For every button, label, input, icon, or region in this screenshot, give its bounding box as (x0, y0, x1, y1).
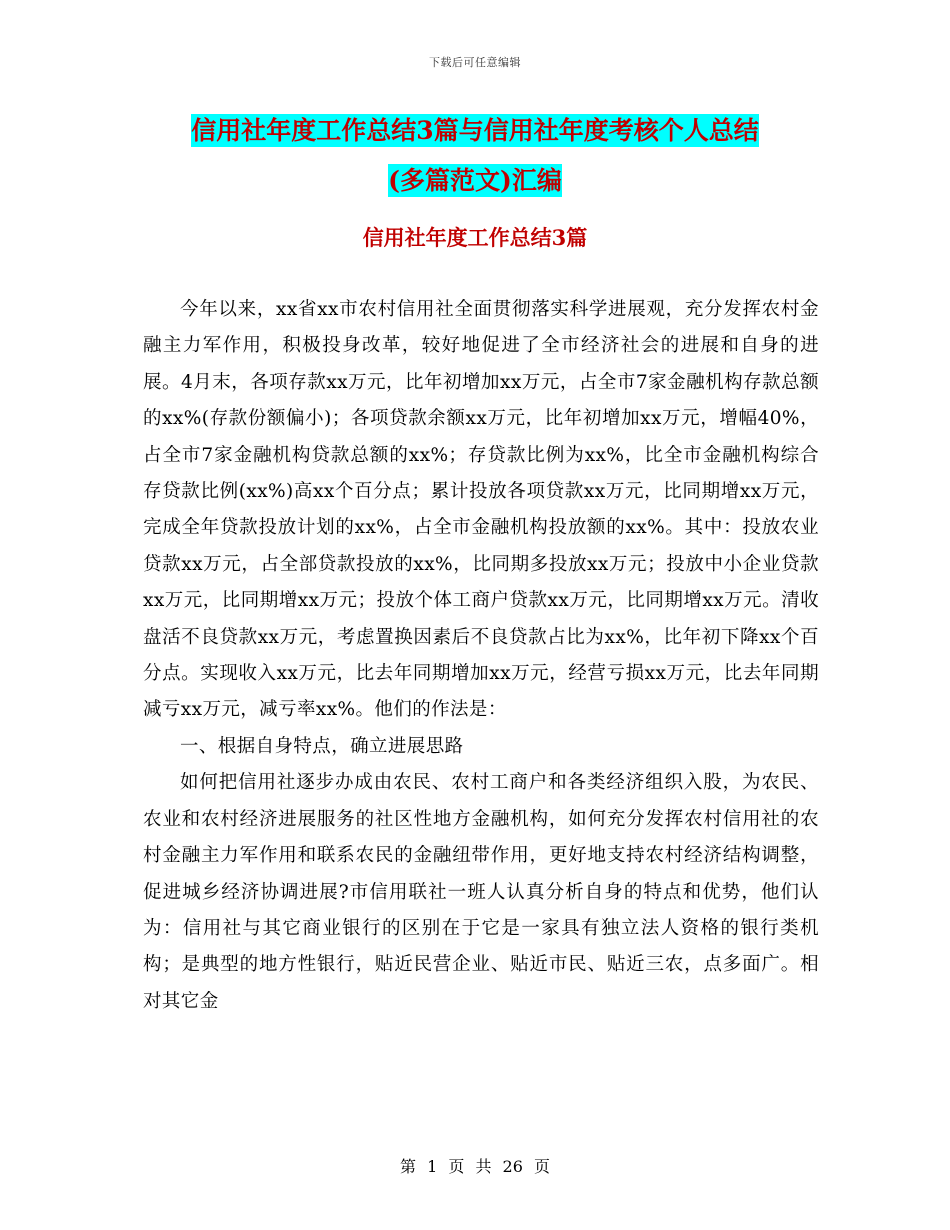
section-title: 信用社年度工作总结3篇 (362, 225, 588, 250)
document-body (143, 292, 819, 1020)
body-paragraph-2: 如何把信用社逐步办成由农民、农村工商户和各类经济组织入股，为农民、农业和农村经济进展服务的社区性地方金融机构，如何充分发挥农村信用社的农村金融主力军作用和联系农民的金融纽带作用，更好地支持农村经济结构调整，促进城乡经济协调进展?市信用联社一班人认真分析自身的特点和优势，他们认为：信用社与其它商业银行的区别在于它是一家具有独立法人资格的银行类机构；是典型的地方性银行，贴近民营企业、贴近市民、贴近三农，点多面广。相对其它金 (143, 772, 819, 1012)
body-paragraph-intro: 今年以来，xx省xx市农村信用社全面贯彻落实科学进展观，充分发挥农村金融主力军作用，积极投身改革，较好地促进了全市经济社会的进展和自身的进展。4月末，各项存款xx万元，比年初增加xx万元，占全市7家金融机构存款总额的xx%(存款份额偏小)；各项贷款余额xx万元，比年初增加xx万元，增幅40%，占全市7家金融机构贷款总额的xx%；存贷款比例为xx%，比全市金融机构综合存贷款比例(xx%)高xx个百分点；累计投放各项贷款xx万元，比同期增xx万元，完成全年贷款投放计划的xx%，占全市金融机构投放额的xx%。其中：投放农业贷款xx万元，占全部贷款投放的xx%，比同期多投放xx万元；投放中小企业贷款xx万元，比同期增xx万元；投放个体工商户贷款xx万元，比同期增xx万元。清收盘活不良贷款xx万元，考虑置换因素后不良贷款占比为xx%，比年初下降xx个百分点。实现收入xx万元，比去年同期增加xx万元，经营亏损xx万元，比去年同期减亏xx万元，减亏率xx%。他们的作法是： (143, 299, 819, 721)
header-note: 下载后可任意编辑 (429, 56, 521, 69)
document-title-line2: (多篇范文)汇编 (388, 166, 562, 195)
document-title (100, 106, 850, 206)
document-title-line1: 信用社年度工作总结3篇与信用社年度考核个人总结 (191, 116, 759, 145)
page-footer: 第 1 页 共 26 页 (400, 1157, 550, 1176)
body-heading-1: 一、根据自身特点，确立进展思路 (180, 735, 464, 757)
